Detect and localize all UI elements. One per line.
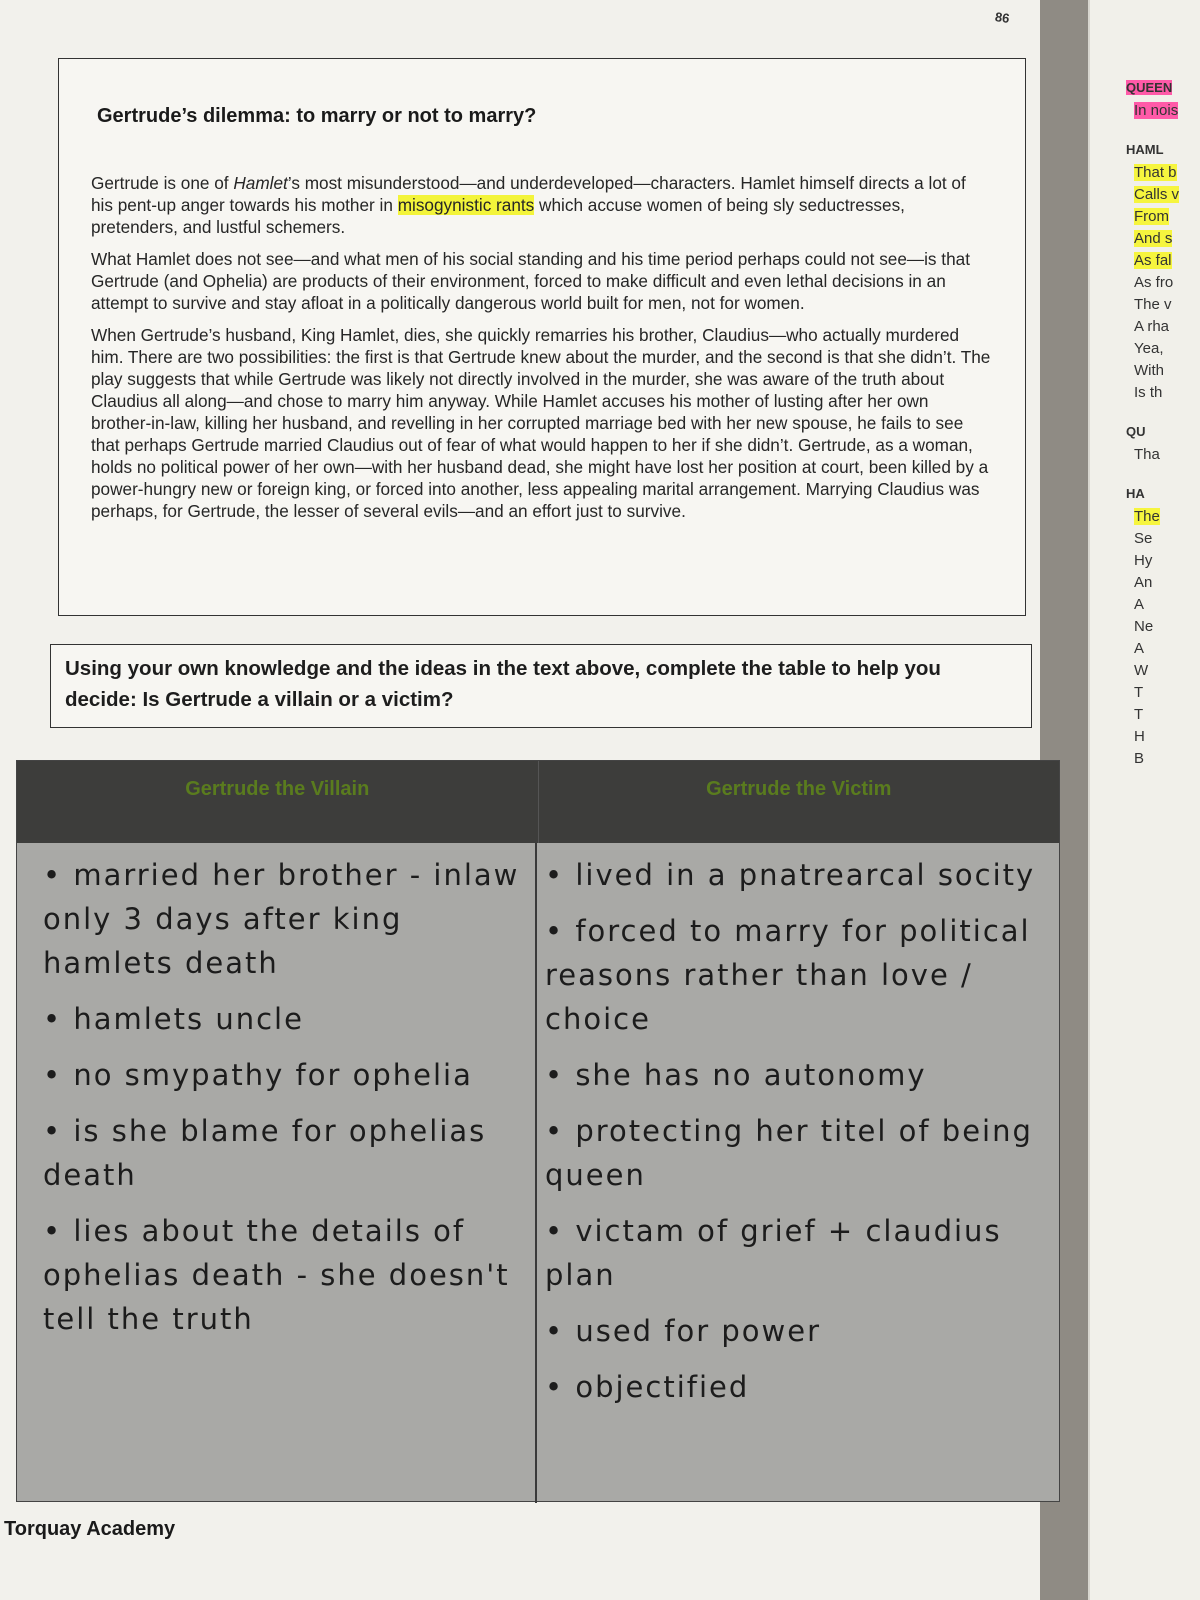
header-villain: Gertrude the Villain bbox=[17, 761, 539, 843]
facing-page-line-text: An bbox=[1134, 574, 1153, 591]
facing-page-line-text: The bbox=[1134, 508, 1160, 525]
villain-note: • lies about the details of ophelias death - she doesn't tell the truth bbox=[43, 1214, 510, 1336]
facing-page-line-text: HAML bbox=[1126, 142, 1164, 157]
facing-page-line-text: Ne bbox=[1134, 618, 1154, 635]
facing-page-line bbox=[1090, 486, 1200, 508]
facing-page-line bbox=[1090, 296, 1200, 318]
facing-page-line-text: From bbox=[1134, 208, 1169, 225]
facing-page-line bbox=[1090, 362, 1200, 384]
facing-page-line-text: B bbox=[1134, 750, 1145, 767]
facing-page-line-text: A rha bbox=[1134, 318, 1170, 335]
facing-page-line bbox=[1090, 446, 1200, 468]
facing-page-line-text: The v bbox=[1134, 296, 1172, 313]
victim-note: • lived in a pnatrearcal socity bbox=[545, 858, 1036, 892]
villain-column[interactable] bbox=[43, 853, 527, 1353]
facing-page-line-text: Yea, bbox=[1134, 340, 1164, 357]
header-victim: Gertrude the Victim bbox=[706, 777, 892, 800]
facing-page-line bbox=[1090, 80, 1200, 102]
facing-page-line bbox=[1090, 552, 1200, 574]
facing-page-line-text: And s bbox=[1134, 230, 1173, 247]
task-instruction: Using your own knowledge and the ideas in the text above, complete the table to help you decide: Is Gertrude a villain or a victim? bbox=[65, 657, 941, 711]
footer-school-name: Torquay Academy bbox=[4, 1518, 176, 1540]
villain-note: • hamlets uncle bbox=[43, 1002, 304, 1036]
facing-page-line bbox=[1090, 706, 1200, 728]
essay-paragraph-2: What Hamlet does not see—and what men of his social standing and his time period perhaps could not see—is that Gertrude (and Ophelia) are products of their environment, forced to make difficult and even lethal decisions in an attempt to survive and stay afloat in a politically dangerous world built for men, not for women. bbox=[91, 249, 970, 313]
facing-page-line-text: As fal bbox=[1134, 252, 1172, 269]
facing-page-line bbox=[1090, 618, 1200, 640]
facing-page-line bbox=[1090, 574, 1200, 596]
p1-part-a: Gertrude is one of bbox=[91, 173, 234, 193]
facing-page-line-text: Hy bbox=[1134, 552, 1153, 569]
victim-note: • protecting her titel of being queen bbox=[545, 1114, 1033, 1192]
facing-page-line bbox=[1090, 530, 1200, 552]
page-number: 86 bbox=[994, 9, 1011, 26]
facing-page-line bbox=[1090, 684, 1200, 706]
victim-note: • she has no autonomy bbox=[545, 1058, 927, 1092]
facing-page-line-text: T bbox=[1134, 684, 1144, 701]
victim-note: • used for power bbox=[545, 1314, 822, 1348]
facing-page-line-text: That b bbox=[1134, 164, 1177, 181]
villain-note: • no smypathy for ophelia bbox=[43, 1058, 473, 1092]
facing-page-line bbox=[1090, 102, 1200, 124]
facing-page-line bbox=[1090, 424, 1200, 446]
facing-page-line-text: HA bbox=[1126, 486, 1145, 501]
facing-page-line bbox=[1090, 230, 1200, 252]
facing-page-line bbox=[1090, 384, 1200, 406]
p1-italic-hamlet: Hamlet bbox=[233, 173, 288, 193]
essay-paragraph-1 bbox=[91, 172, 991, 238]
task-box bbox=[50, 644, 1032, 728]
villain-note: • is she blame for ophelias death bbox=[43, 1114, 487, 1192]
facing-page-line bbox=[1090, 164, 1200, 186]
essay-title: Gertrude’s dilemma: to marry or not to marry? bbox=[97, 105, 537, 127]
facing-page-line bbox=[1090, 596, 1200, 618]
facing-page-line-text: In nois bbox=[1134, 102, 1179, 119]
facing-page-line-text: Is th bbox=[1134, 384, 1163, 401]
facing-page-line bbox=[1090, 750, 1200, 772]
facing-page-line-text: QU bbox=[1126, 424, 1146, 439]
facing-page-line-text: A bbox=[1134, 596, 1145, 613]
essay-box bbox=[58, 58, 1026, 616]
victim-note: • objectified bbox=[545, 1370, 750, 1404]
facing-page bbox=[1088, 0, 1200, 1600]
p1-part-c: which accuse women of being sly seductresses, pretenders, and lustful schemers. bbox=[91, 195, 905, 237]
p1-part-b: ’s most misunderstood—and underdeveloped—characters. Hamlet himself directs a lot of his pent-up anger towards his mother in bbox=[91, 173, 966, 215]
facing-page-line-text: H bbox=[1134, 728, 1145, 745]
facing-page-line bbox=[1090, 640, 1200, 662]
facing-page-line-text: With bbox=[1134, 362, 1164, 379]
facing-page-line-text: W bbox=[1134, 662, 1149, 679]
facing-page-line bbox=[1090, 252, 1200, 274]
facing-page-line bbox=[1090, 662, 1200, 684]
facing-page-line bbox=[1090, 208, 1200, 230]
facing-page-lines bbox=[1090, 0, 1200, 772]
facing-page-line-text: A bbox=[1134, 640, 1145, 657]
facing-page-line bbox=[1090, 318, 1200, 340]
facing-page-line bbox=[1090, 142, 1200, 164]
facing-page-line bbox=[1090, 340, 1200, 362]
villain-note: • married her brother - inlaw only 3 days after king hamlets death bbox=[43, 858, 520, 980]
facing-page-line-text: QUEEN bbox=[1126, 80, 1173, 95]
facing-page-line-text: As fro bbox=[1134, 274, 1174, 291]
facing-page-line bbox=[1090, 274, 1200, 296]
facing-page-line-text: Tha bbox=[1134, 446, 1160, 463]
facing-page-line-text: Calls v bbox=[1134, 186, 1180, 203]
column-divider bbox=[535, 843, 537, 1503]
victim-column[interactable] bbox=[545, 853, 1055, 1421]
facing-page-line bbox=[1090, 508, 1200, 530]
table-header-row bbox=[17, 761, 1059, 843]
p1-highlight: misogynistic rants bbox=[397, 195, 535, 215]
facing-page-line bbox=[1090, 186, 1200, 208]
facing-page-line-text: Se bbox=[1134, 530, 1153, 547]
facing-page-line bbox=[1090, 728, 1200, 750]
facing-page-line-text: T bbox=[1134, 706, 1144, 723]
victim-note: • forced to marry for political reasons rather than love / choice bbox=[545, 914, 1031, 1036]
villain-victim-table bbox=[16, 760, 1060, 1502]
essay-paragraph-3: When Gertrude’s husband, King Hamlet, dies, she quickly remarries his brother, Claudius—who actually murdered him. There are two possibilities: the first is that Gertrude knew about the murder, and the second is that she didn’t. The play suggests that while Gertrude was likely not directly involved in the murder, she was aware of the truth about Claudius all along—and chose to marry him anyway. While Hamlet accuses his mother of lusting after her own brother-in-law, killing her husband, and revelling in her corrupted marriage bed with her new spouse, he fails to see that perhaps Gertrude married Claudius out of fear of what would happen to her if she didn’t. Gertrude, as a woman, holds no political power of her own—with her husband dead, she might have lost her position at court, been killed by a power-hungry new or foreign king, or forced into another, less appealing marital arrangement. Marrying Claudius was perhaps, for Gertrude, the lesser of several evils—and an effort just to survive. bbox=[91, 325, 991, 521]
victim-note: • victam of grief + claudius plan bbox=[545, 1214, 1002, 1292]
